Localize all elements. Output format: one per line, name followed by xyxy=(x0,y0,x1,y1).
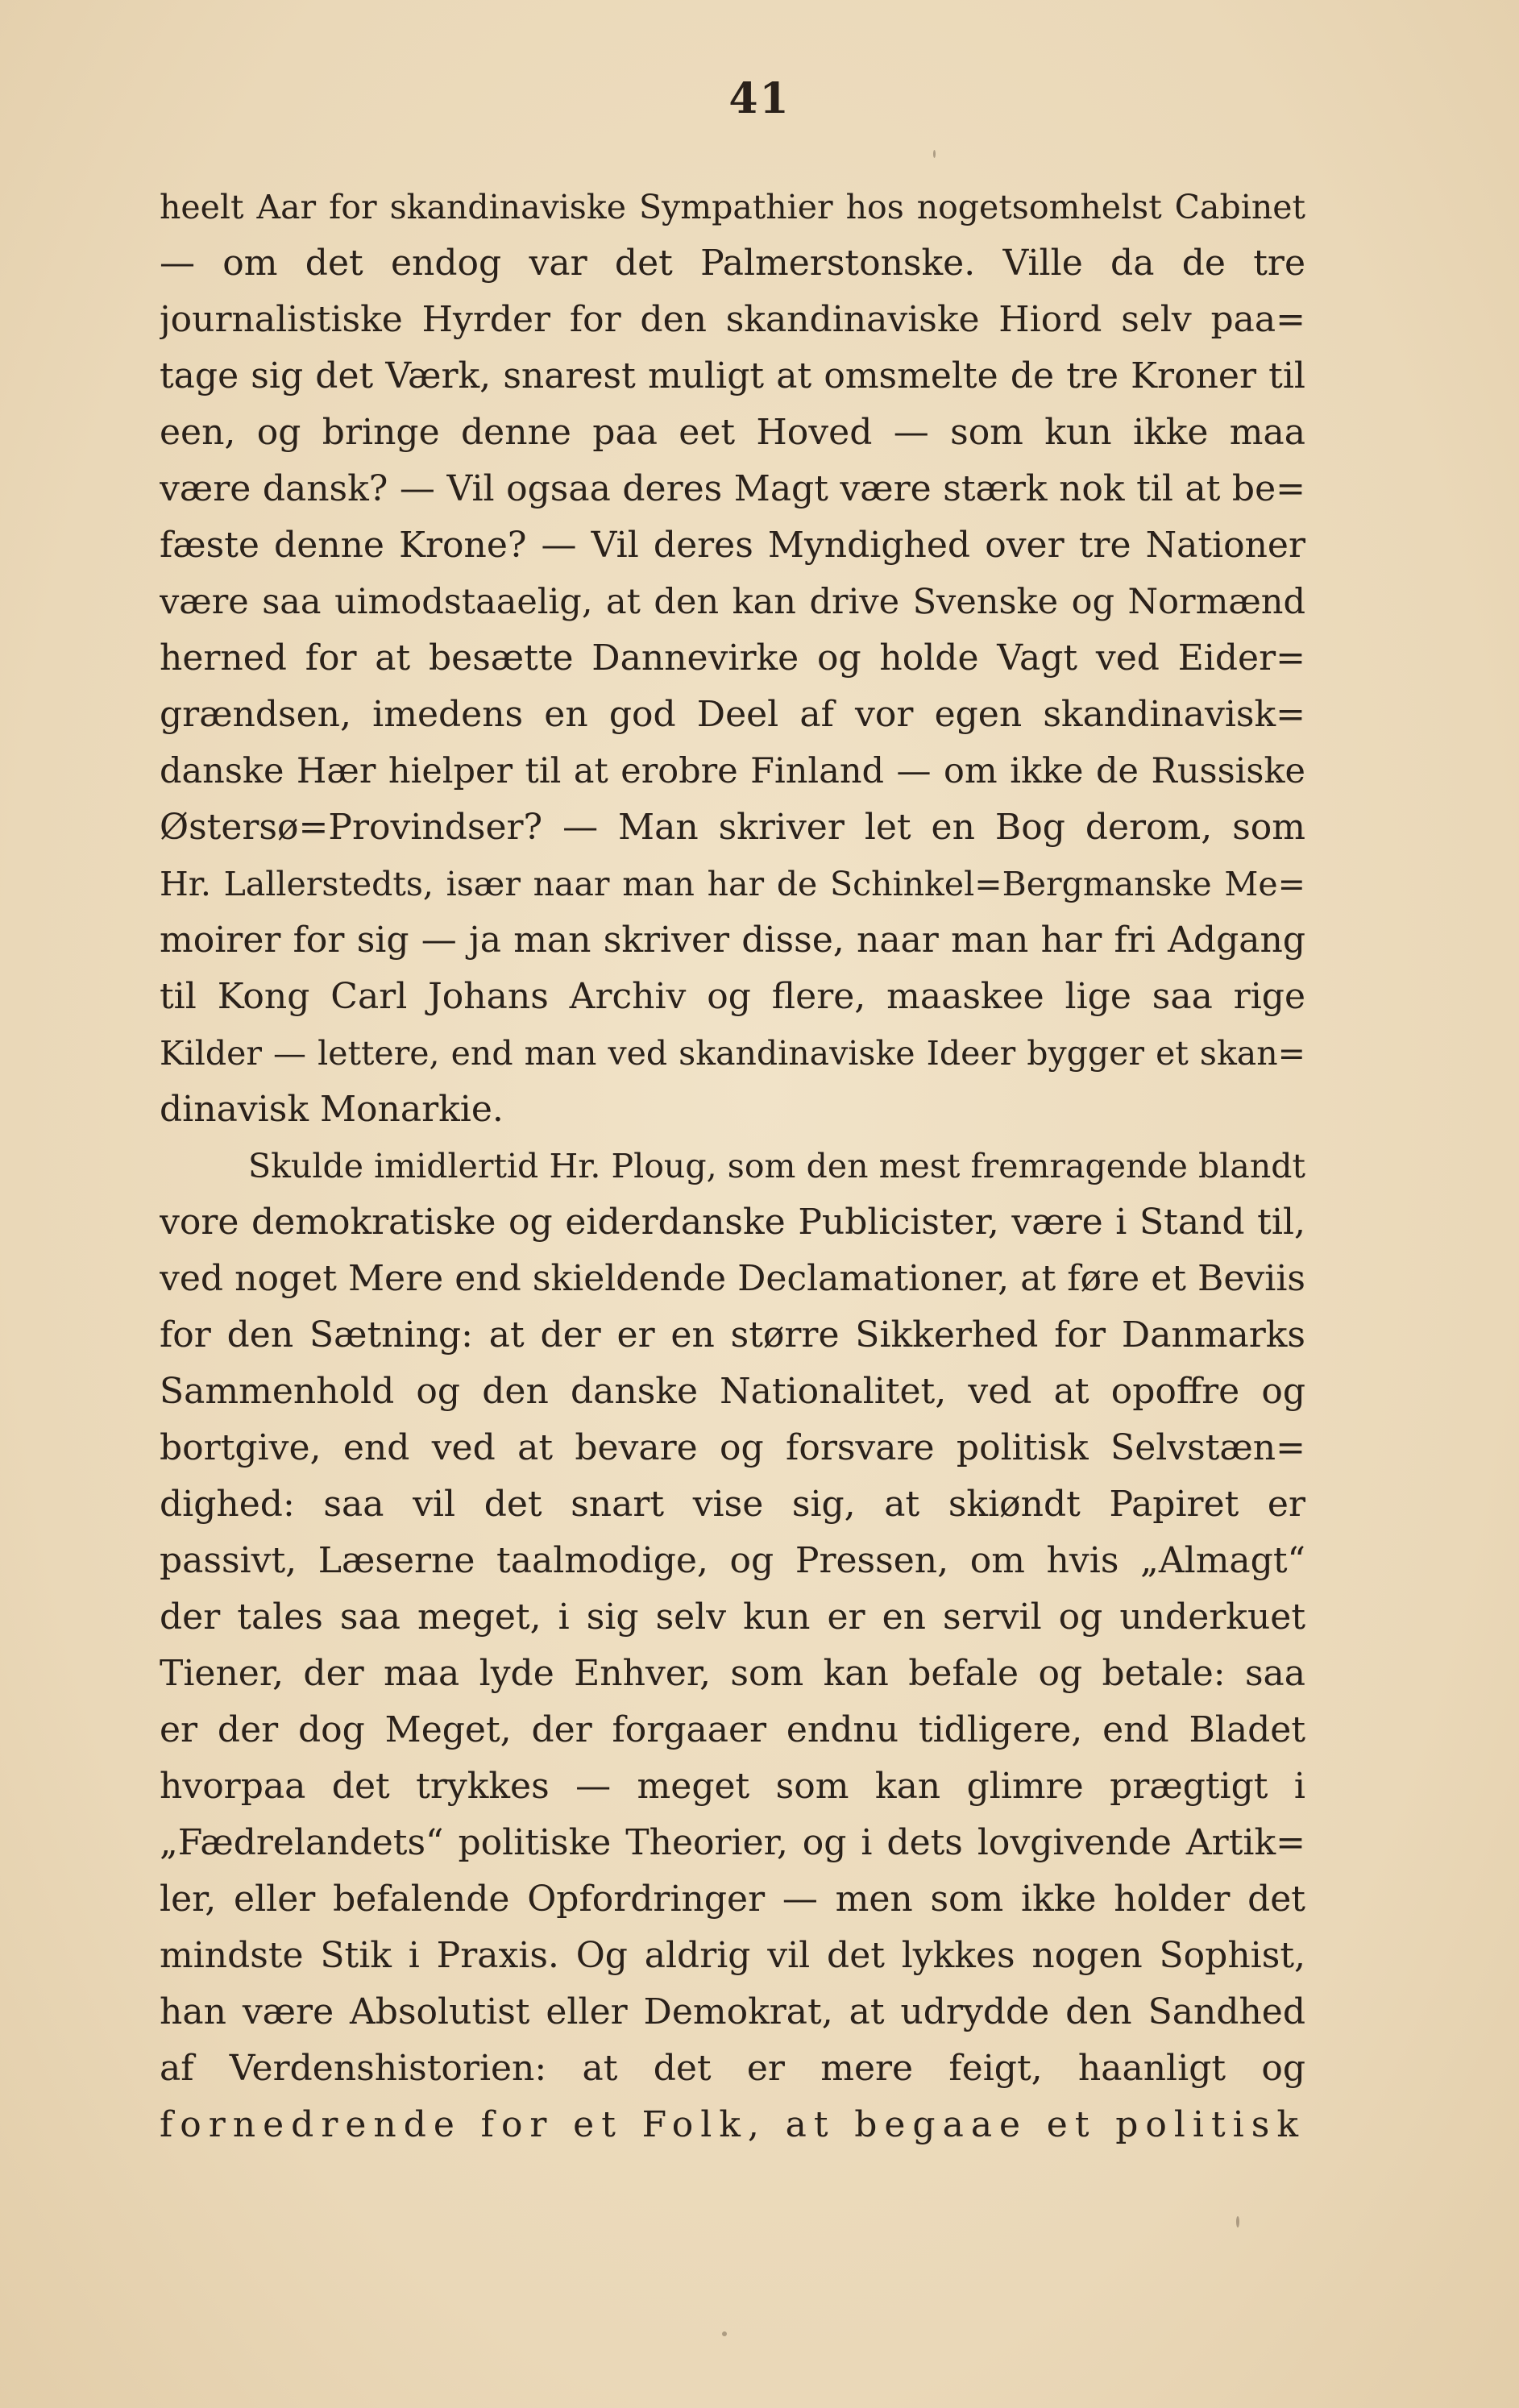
text-line: der tales saa meget, i sig selv kun er en servil og underkuet xyxy=(160,1596,1305,1638)
text-line: „Fædrelandets“ politiske Theorier, og i dets lovgivende Artik= xyxy=(160,1822,1305,1863)
text-line: dighed: saa vil det snart vise sig, at skiøndt Papiret er xyxy=(160,1484,1305,1525)
text-line: vore demokratiske og eiderdanske Publicister, være i Stand til, xyxy=(160,1202,1305,1243)
text-line: Sammenhold og den danske Nationalitet, ved at opoffre og xyxy=(160,1371,1305,1412)
paper-speck xyxy=(933,150,936,158)
paper-speck xyxy=(1236,2216,1239,2227)
text-line: fornedrende for et Folk, at begaae et politisk xyxy=(160,2104,1305,2145)
paper-speck xyxy=(722,2331,727,2336)
text-line: er der dog Meget, der forgaaer endnu tidligere, end Bladet xyxy=(160,1709,1305,1750)
paragraph xyxy=(160,179,1305,1138)
text-line: journalistiske Hyrder for den skandinaviske Hiord selv paa= xyxy=(160,299,1305,340)
text-line: herned for at besætte Dannevirke og holde Vagt ved Eider= xyxy=(160,637,1305,679)
text-line: Kilder — lettere, end man ved skandinaviske Ideer bygger et skan= xyxy=(160,1034,1305,1073)
text-line: — om det endog var det Palmerstonske. Ville da de tre xyxy=(160,243,1305,284)
text-line: bortgive, end ved at bevare og forsvare politisk Selvstæn= xyxy=(160,1427,1305,1468)
text-line: af Verdenshistorien: at det er mere feigt, haanligt og xyxy=(160,2048,1305,2089)
page-number: 41 xyxy=(728,74,791,123)
text-line: være saa uimodstaaelig, at den kan drive Svenske og Normænd xyxy=(160,582,1305,622)
text-line: mindste Stik i Praxis. Og aldrig vil det lykkes nogen Sophist, xyxy=(160,1935,1305,1976)
text-line: Skulde imidlertid Hr. Ploug, som den mest fremragende blandt xyxy=(248,1147,1305,1185)
body-text xyxy=(160,179,1305,2153)
text-line: passivt, Læserne taalmodige, og Pressen, om hvis „Almagt“ xyxy=(160,1540,1305,1581)
text-line: hvorpaa det trykkes — meget som kan glimre prægtigt i xyxy=(160,1766,1305,1807)
text-line: for den Sætning: at der er en større Sikkerhed for Danmarks xyxy=(160,1314,1305,1356)
text-line: Hr. Lallerstedts, især naar man har de Schinkel=Bergmanske Me= xyxy=(160,865,1305,903)
paragraph xyxy=(160,1138,1305,2153)
text-line: moirer for sig — ja man skriver disse, naar man har fri Adgang xyxy=(160,920,1305,961)
text-line: være dansk? — Vil ogsaa deres Magt være stærk nok til at be= xyxy=(160,468,1305,509)
text-line: Tiener, der maa lyde Enhver, som kan befale og betale: saa xyxy=(160,1653,1305,1694)
text-line: han være Absolutist eller Demokrat, at udrydde den Sandhed xyxy=(160,1991,1305,2032)
text-line: fæste denne Krone? — Vil deres Myndighed over tre Nationer xyxy=(160,525,1305,566)
text-line: ler, eller befalende Opfordringer — men som ikke holder det xyxy=(160,1879,1305,1920)
text-line: heelt Aar for skandinaviske Sympathier hos nogetsomhelst Cabinet xyxy=(160,188,1305,226)
text-line: ved noget Mere end skieldende Declamationer, at føre et Beviis xyxy=(160,1258,1305,1299)
text-line: grændsen, imedens en god Deel af vor egen skandinavisk= xyxy=(160,694,1305,735)
text-line: danske Hær hielper til at erobre Finland — om ikke de Russiske xyxy=(160,751,1305,791)
text-line: til Kong Carl Johans Archiv og flere, maaskee lige saa rige xyxy=(160,976,1305,1017)
text-line: tage sig det Værk, snarest muligt at omsmelte de tre Kroner til xyxy=(160,355,1305,396)
text-line: een, og bringe denne paa eet Hoved — som kun ikke maa xyxy=(160,412,1305,453)
text-line: Østersø=Provindser? — Man skriver let en Bog derom, som xyxy=(160,807,1305,848)
text-line: dinavisk Monarkie. xyxy=(160,1089,504,1130)
